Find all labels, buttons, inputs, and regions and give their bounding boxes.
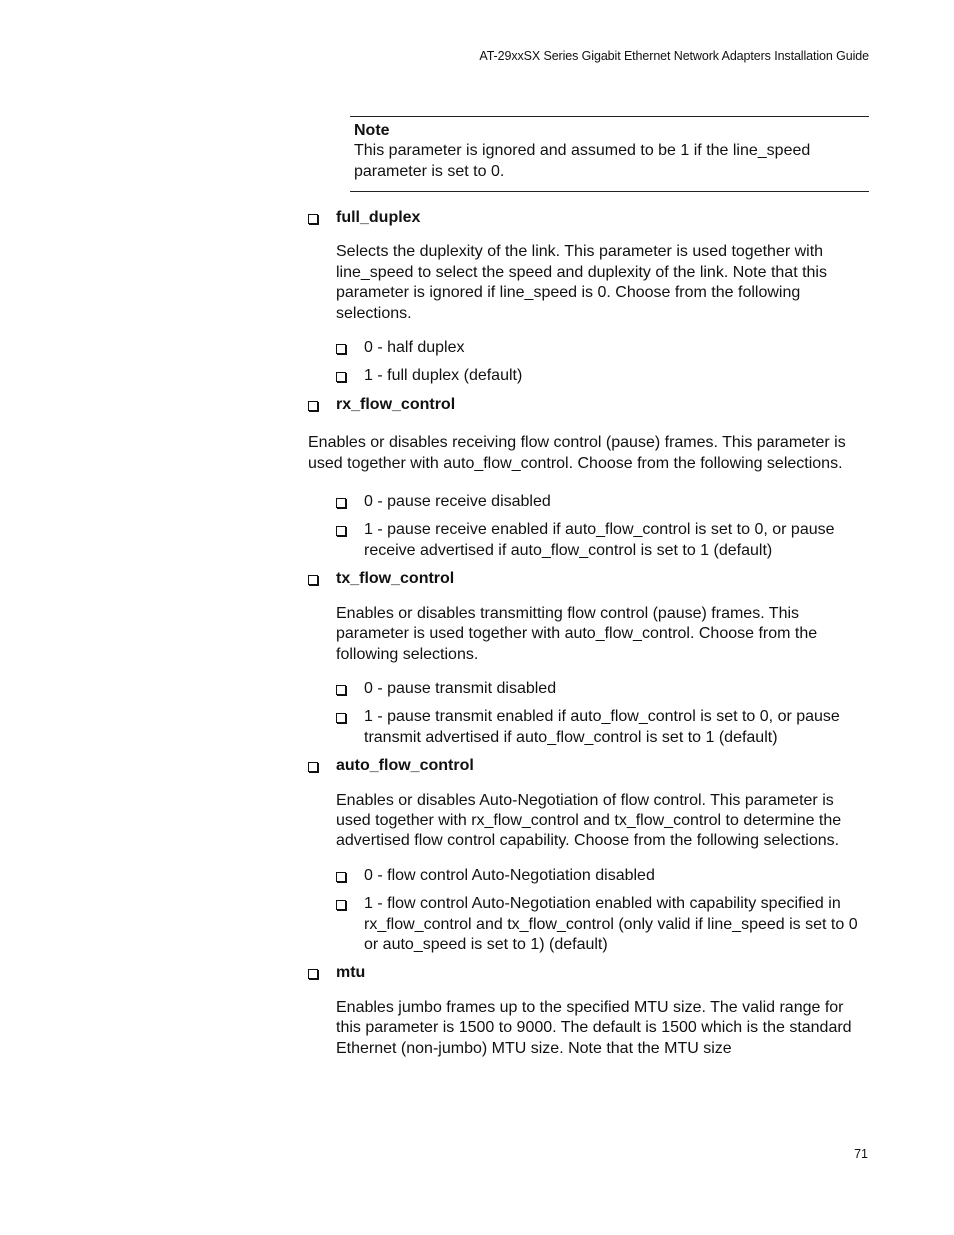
- param-full-duplex: [308, 208, 870, 228]
- parameter-list: [308, 208, 870, 1059]
- checkbox-bullet-icon: [336, 526, 346, 536]
- param-mtu: [308, 963, 870, 983]
- option-list: [336, 492, 870, 561]
- param-description: Enables or disables receiving flow control (pause) frames. This parameter is used together with auto_flow_control. Choose from the following selections.: [308, 434, 846, 472]
- page-number: 71: [854, 1147, 868, 1161]
- param-auto-flow-control: [308, 756, 870, 776]
- checkbox-bullet-icon: [336, 713, 346, 723]
- option-list: [336, 866, 870, 956]
- checkbox-bullet-icon: [336, 344, 346, 354]
- checkbox-bullet-icon: [336, 372, 346, 382]
- checkbox-bullet-icon: [336, 872, 346, 882]
- param-tx-flow-control: [308, 569, 870, 589]
- param-description: Enables or disables Auto-Negotiation of flow control. This parameter is used together with rx_flow_control and tx_flow_control to determine the advertised flow control capability. Choose from the following selections.: [336, 791, 842, 850]
- option-text: 1 - full duplex (default): [364, 367, 523, 385]
- param-name: auto_flow_control: [336, 757, 474, 775]
- param-description: Enables or disables transmitting flow control (pause) frames. This parameter is used together with auto_flow_control. Choose from the following selections.: [336, 604, 818, 663]
- option-text: 0 - half duplex: [364, 339, 465, 357]
- option-text: 1 - pause receive enabled if auto_flow_control is set to 0, or pause receive advertised if auto_flow_control is set to 1 (default): [364, 521, 835, 559]
- param-name: mtu: [336, 964, 366, 982]
- option-text: 1 - pause transmit enabled if auto_flow_control is set to 0, or pause transmit advertised if auto_flow_control is set to 1 (default): [364, 708, 840, 746]
- option-text: 0 - flow control Auto-Negotiation disabled: [364, 866, 655, 884]
- checkbox-bullet-icon: [336, 900, 346, 910]
- note-box: [350, 116, 869, 192]
- option-text: 0 - pause receive disabled: [364, 493, 551, 511]
- note-body: This parameter is ignored and assumed to be 1 if the line_speed parameter is set to 0.: [354, 142, 811, 180]
- param-description: Enables jumbo frames up to the specified MTU size. The valid range for this parameter is 1500 to 9000. The default is 1500 which is the standard Ethernet (non-jumbo) MTU size. Note that the MTU size: [336, 998, 852, 1057]
- checkbox-bullet-icon: [336, 685, 346, 695]
- checkbox-bullet-icon: [336, 498, 346, 508]
- option-text: 1 - flow control Auto-Negotiation enabled with capability specified in rx_flow_control and tx_flow_control (only valid if line_speed is set to 0 or auto_speed is set to 1) (default): [364, 895, 858, 953]
- checkbox-bullet-icon: [308, 214, 318, 224]
- running-header: AT-29xxSX Series Gigabit Ethernet Network Adapters Installation Guide: [479, 49, 869, 63]
- list-item: [336, 338, 870, 358]
- list-item: [336, 679, 870, 699]
- option-text: 0 - pause transmit disabled: [364, 679, 557, 697]
- option-list: [336, 679, 870, 748]
- checkbox-bullet-icon: [308, 575, 318, 585]
- list-item: [336, 866, 870, 886]
- note-title: Note: [354, 122, 390, 139]
- option-list: [336, 338, 870, 387]
- list-item: [336, 520, 870, 561]
- checkbox-bullet-icon: [308, 401, 318, 411]
- param-name: full_duplex: [336, 209, 421, 226]
- list-item: [336, 894, 870, 955]
- param-rx-flow-control: [308, 395, 870, 415]
- list-item: [336, 366, 870, 386]
- checkbox-bullet-icon: [308, 762, 318, 772]
- param-description: Selects the duplexity of the link. This parameter is used together with line_speed to select the speed and duplexity of the link. Note that this parameter is ignored if line_speed is 0. Choose from the following selections.: [336, 243, 827, 322]
- param-name: tx_flow_control: [336, 570, 455, 588]
- checkbox-bullet-icon: [308, 969, 318, 979]
- list-item: [336, 492, 870, 512]
- list-item: [336, 707, 870, 748]
- param-name: rx_flow_control: [336, 395, 456, 413]
